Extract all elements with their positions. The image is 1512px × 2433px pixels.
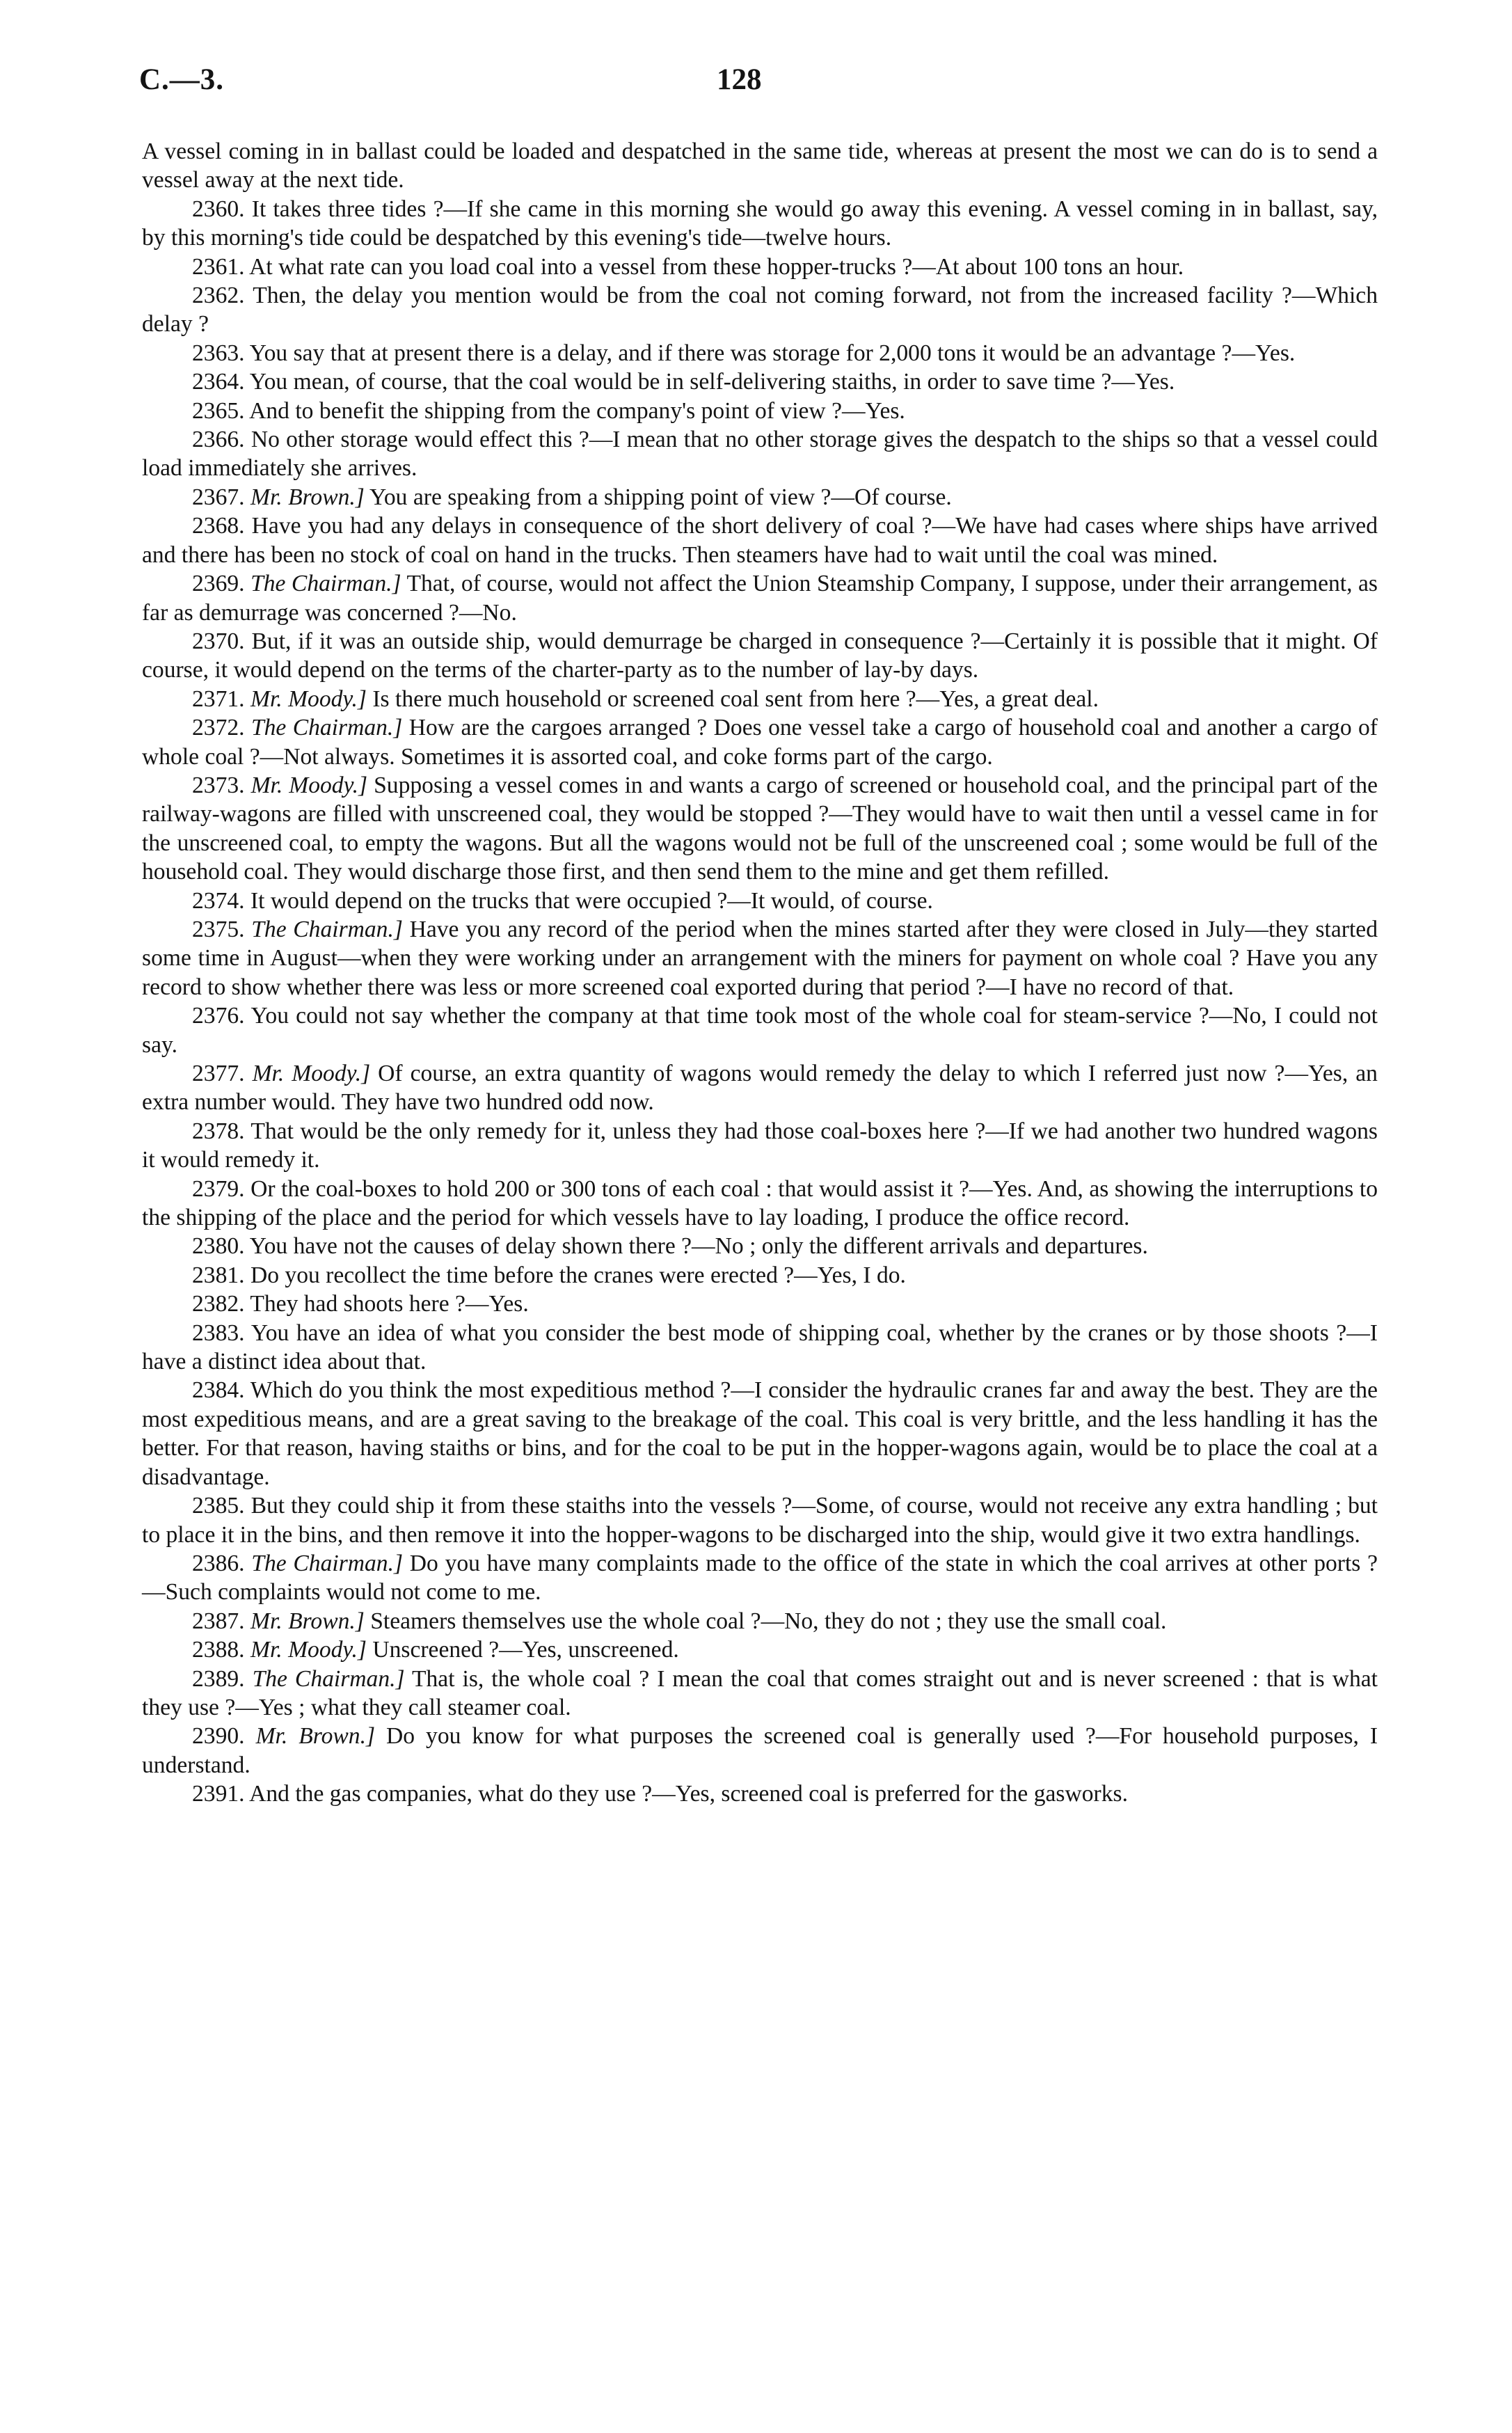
evidence-paragraph: [142, 339, 1378, 367]
page-header: [139, 63, 1378, 104]
question-number: 2361.: [192, 253, 245, 280]
question-number: 2364.: [192, 369, 245, 395]
speaker-name: Mr. Moody.]: [250, 1637, 367, 1663]
paragraph-text: Then, the delay you mention would be from the coal not coming forward, not from the increased facility ?—Which delay ?: [142, 283, 1378, 338]
speaker-name: Mr. Brown.]: [250, 484, 365, 510]
paragraph-text: It takes three tides ?—If she came in this morning she would go away this evening. A vessel coming in in ballast, say, by this morning's tide could be despatched by this evening's tide—twelve hours.: [142, 196, 1378, 251]
question-number: 2368.: [192, 513, 245, 539]
question-number: 2391.: [192, 1781, 245, 1807]
evidence-paragraph: [142, 627, 1378, 685]
speaker-name: The Chairman.]: [251, 1550, 404, 1576]
paragraph-text: At what rate can you load coal into a vessel from these hopper-trucks ?—At about 100 tons an hour.: [249, 253, 1184, 280]
paragraph-text: Or the coal-boxes to hold 200 or 300 tons of each coal : that would assist it ?—Yes. And, as showing the interruptions to the shipping of the place and the period for which vessels have to lay loading, I produce the office record.: [142, 1175, 1378, 1231]
paragraph-text: No other storage would effect this ?—I mean that no other storage gives the despatch to the ships so that a vessel could load immediately she arrives.: [142, 427, 1378, 482]
question-number: 2379.: [192, 1175, 245, 1202]
evidence-paragraph: [142, 1117, 1378, 1175]
question-number: 2371.: [192, 685, 245, 712]
speaker-name: The Chairman.]: [251, 916, 403, 942]
paragraph-text: You have not the causes of delay shown there ?—No ; only the different arrivals and departures.: [249, 1233, 1148, 1260]
question-number: 2378.: [192, 1118, 245, 1144]
series-reference: C.—3.: [139, 63, 225, 96]
question-number: 2363.: [192, 340, 245, 366]
question-number: 2375.: [192, 916, 245, 942]
paragraph-text: Of course, an extra quantity of wagons would remedy the delay to which I referred just now ?—Yes, an extra number would. They have two hundred odd now.: [142, 1061, 1378, 1116]
evidence-paragraph: [142, 1607, 1378, 1635]
paragraph-text: They had shoots here ?—Yes.: [250, 1291, 529, 1317]
question-number: 2387.: [192, 1608, 245, 1634]
evidence-paragraph: [142, 1376, 1378, 1491]
speaker-name: Mr. Moody.]: [252, 1061, 371, 1086]
evidence-paragraph: [142, 1319, 1378, 1377]
paragraph-text: That, of course, would not affect the Union Steamship Company, I suppose, under their arrangement, as far as demurrage was concerned ?—No.: [142, 571, 1378, 626]
evidence-paragraph: [142, 1549, 1378, 1607]
question-number: 2369.: [192, 571, 245, 597]
question-number: 2367.: [192, 484, 245, 510]
paragraph-text: You are speaking from a shipping point of view ?—Of course.: [369, 484, 952, 510]
evidence-paragraph: [142, 1232, 1378, 1260]
question-number: 2370.: [192, 628, 245, 654]
paragraph-text: And the gas companies, what do they use ?—Yes, screened coal is preferred for the gasworks.: [249, 1781, 1128, 1807]
evidence-paragraph: [142, 1635, 1378, 1664]
speaker-name: Mr. Brown.]: [255, 1723, 376, 1750]
question-number: 2360.: [192, 196, 245, 222]
paragraph-text: You could not say whether the company at that time took most of the whole coal for steam-service ?—No, I could not say.: [142, 1003, 1378, 1058]
question-number: 2376.: [192, 1003, 245, 1029]
paragraph-text: But, if it was an outside ship, would demurrage be charged in consequence ?—Certainly it is possible that it might. Of course, it would depend on the terms of the charter-party as to the number of lay-by days.: [142, 628, 1378, 683]
evidence-paragraph: [142, 713, 1378, 771]
paragraph-text: Do you recollect the time before the cranes were erected ?—Yes, I do.: [250, 1262, 906, 1288]
evidence-paragraph: [142, 195, 1378, 253]
question-number: 2372.: [192, 715, 245, 741]
question-number: 2382.: [192, 1291, 245, 1317]
question-number: 2386.: [192, 1550, 245, 1576]
evidence-paragraph: [142, 1722, 1378, 1780]
evidence-paragraph: [142, 425, 1378, 483]
paragraph-text: Is there much household or screened coal sent from here ?—Yes, a great deal.: [372, 685, 1099, 712]
evidence-paragraph: [142, 1175, 1378, 1233]
paragraph-text: Which do you think the most expeditious method ?—I consider the hydraulic cranes far and away the best. They are the most expeditious means, and are a great saving to the breakage of the coal. This coal is very brittle, and the less handling it has the better. For that reason, having staiths or bins, and for the coal to be put in the hopper-wagons again, would be to place the coal at a disadvantage.: [142, 1377, 1378, 1490]
evidence-paragraph: [142, 367, 1378, 396]
paragraph-text: A vessel coming in in ballast could be loaded and despatched in the same tide, whereas at present the most we can do is to send a vessel away at the next tide.: [142, 138, 1378, 193]
paragraph-text: But they could ship it from these staiths into the vessels ?—Some, of course, would not receive any extra handling ; but to place it in the bins, and then remove it into the hopper-wagons to be discharged into the ship, would give it two extra handlings.: [142, 1493, 1378, 1548]
speaker-name: The Chairman.]: [250, 571, 401, 597]
question-number: 2381.: [192, 1262, 245, 1288]
question-number: 2380.: [192, 1233, 245, 1260]
evidence-paragraph: [142, 1665, 1378, 1722]
question-number: 2390.: [192, 1723, 245, 1750]
evidence-paragraph: [142, 1261, 1378, 1290]
question-number: 2388.: [192, 1637, 245, 1663]
paragraph-text: Supposing a vessel comes in and wants a cargo of screened or household coal, and the principal part of the railway-wagons are filled with unscreened coal, they would be stopped ?—They would have to wait then until a vessel came in for the unscreened coal, to empty the wagons. But all the wagons would not be full of the unscreened coal ; some would be full of the household coal. They would discharge those first, and then send them to the mine and get them refilled.: [142, 772, 1378, 885]
paragraph-text: And to benefit the shipping from the company's point of view ?—Yes.: [249, 397, 905, 424]
question-number: 2389.: [192, 1665, 245, 1692]
evidence-paragraph: [142, 887, 1378, 915]
evidence-paragraph: [142, 1491, 1378, 1549]
evidence-paragraph: [142, 771, 1378, 887]
evidence-paragraph: [142, 137, 1378, 195]
paragraph-text: You mean, of course, that the coal would be in self-delivering staiths, in order to save time ?—Yes.: [249, 369, 1175, 395]
question-number: 2377.: [192, 1061, 245, 1086]
question-number: 2362.: [192, 283, 245, 309]
evidence-paragraph: [142, 397, 1378, 425]
paragraph-text: Have you any record of the period when the mines started after they were closed in July—they started some time in August—when they were working under an arrangement with the miners for payment on whole coal ? Have you any record to show whether there was less or more screened coal exported during that period ?—I have no record of that.: [142, 916, 1378, 1000]
speaker-name: The Chairman.]: [250, 715, 403, 741]
evidence-paragraph: [142, 483, 1378, 512]
speaker-name: Mr. Brown.]: [250, 1608, 365, 1634]
question-number: 2365.: [192, 397, 245, 424]
evidence-paragraph: [142, 1290, 1378, 1318]
evidence-paragraph: [142, 281, 1378, 339]
paragraph-text: You have an idea of what you consider the best mode of shipping coal, whether by the cranes or by those shoots ?—I have a distinct idea about that.: [142, 1319, 1378, 1375]
question-number: 2385.: [192, 1493, 245, 1519]
evidence-paragraph: [142, 1059, 1378, 1117]
question-number: 2366.: [192, 427, 245, 453]
speaker-name: Mr. Moody.]: [250, 685, 367, 712]
paragraph-text: Unscreened ?—Yes, unscreened.: [372, 1637, 679, 1663]
evidence-paragraph: [142, 512, 1378, 569]
evidence-paragraph: [142, 1001, 1378, 1059]
paragraph-text: It would depend on the trucks that were occupied ?—It would, of course.: [250, 887, 933, 914]
question-number: 2384.: [192, 1377, 245, 1404]
question-number: 2374.: [192, 887, 245, 914]
paragraph-text: How are the cargoes arranged ? Does one vessel take a cargo of household coal and another a cargo of whole coal ?—Not always. Sometimes it is assorted coal, and coke forms part of the cargo.: [142, 715, 1378, 770]
paragraph-text: That is, the whole coal ? I mean the coal that comes straight out and is never screened : that is what they use ?—Yes ; what they call steamer coal.: [142, 1665, 1378, 1720]
paragraph-text: That would be the only remedy for it, unless they had those coal-boxes here ?—If we had another two hundred wagons it would remedy it.: [142, 1118, 1378, 1173]
question-number: 2373.: [192, 772, 245, 798]
speaker-name: The Chairman.]: [252, 1665, 405, 1692]
page-number: 128: [717, 63, 762, 96]
paragraph-text: Do you have many complaints made to the office of the state in which the coal arrives at other ports ?—Such complaints would not come to me.: [142, 1550, 1378, 1606]
paragraph-text: You say that at present there is a delay, and if there was storage for 2,000 tons it would be an advantage ?—Yes.: [249, 340, 1296, 366]
evidence-text: [142, 137, 1378, 1809]
paragraph-text: Steamers themselves use the whole coal ?—No, they do not ; they use the small coal.: [370, 1608, 1167, 1634]
evidence-paragraph: [142, 685, 1378, 713]
evidence-paragraph: [142, 569, 1378, 627]
paragraph-text: Do you know for what purposes the screened coal is generally used ?—For household purposes, I understand.: [142, 1723, 1378, 1778]
paragraph-text: Have you had any delays in consequence of the short delivery of coal ?—We have had cases where ships have arrived and there has been no stock of coal on hand in the trucks. Then steamers have had to wait until the coal was mined.: [142, 513, 1378, 568]
speaker-name: Mr. Moody.]: [250, 772, 368, 798]
question-number: 2383.: [192, 1319, 245, 1346]
evidence-paragraph: [142, 1780, 1378, 1808]
evidence-paragraph: [142, 915, 1378, 1001]
evidence-paragraph: [142, 253, 1378, 281]
